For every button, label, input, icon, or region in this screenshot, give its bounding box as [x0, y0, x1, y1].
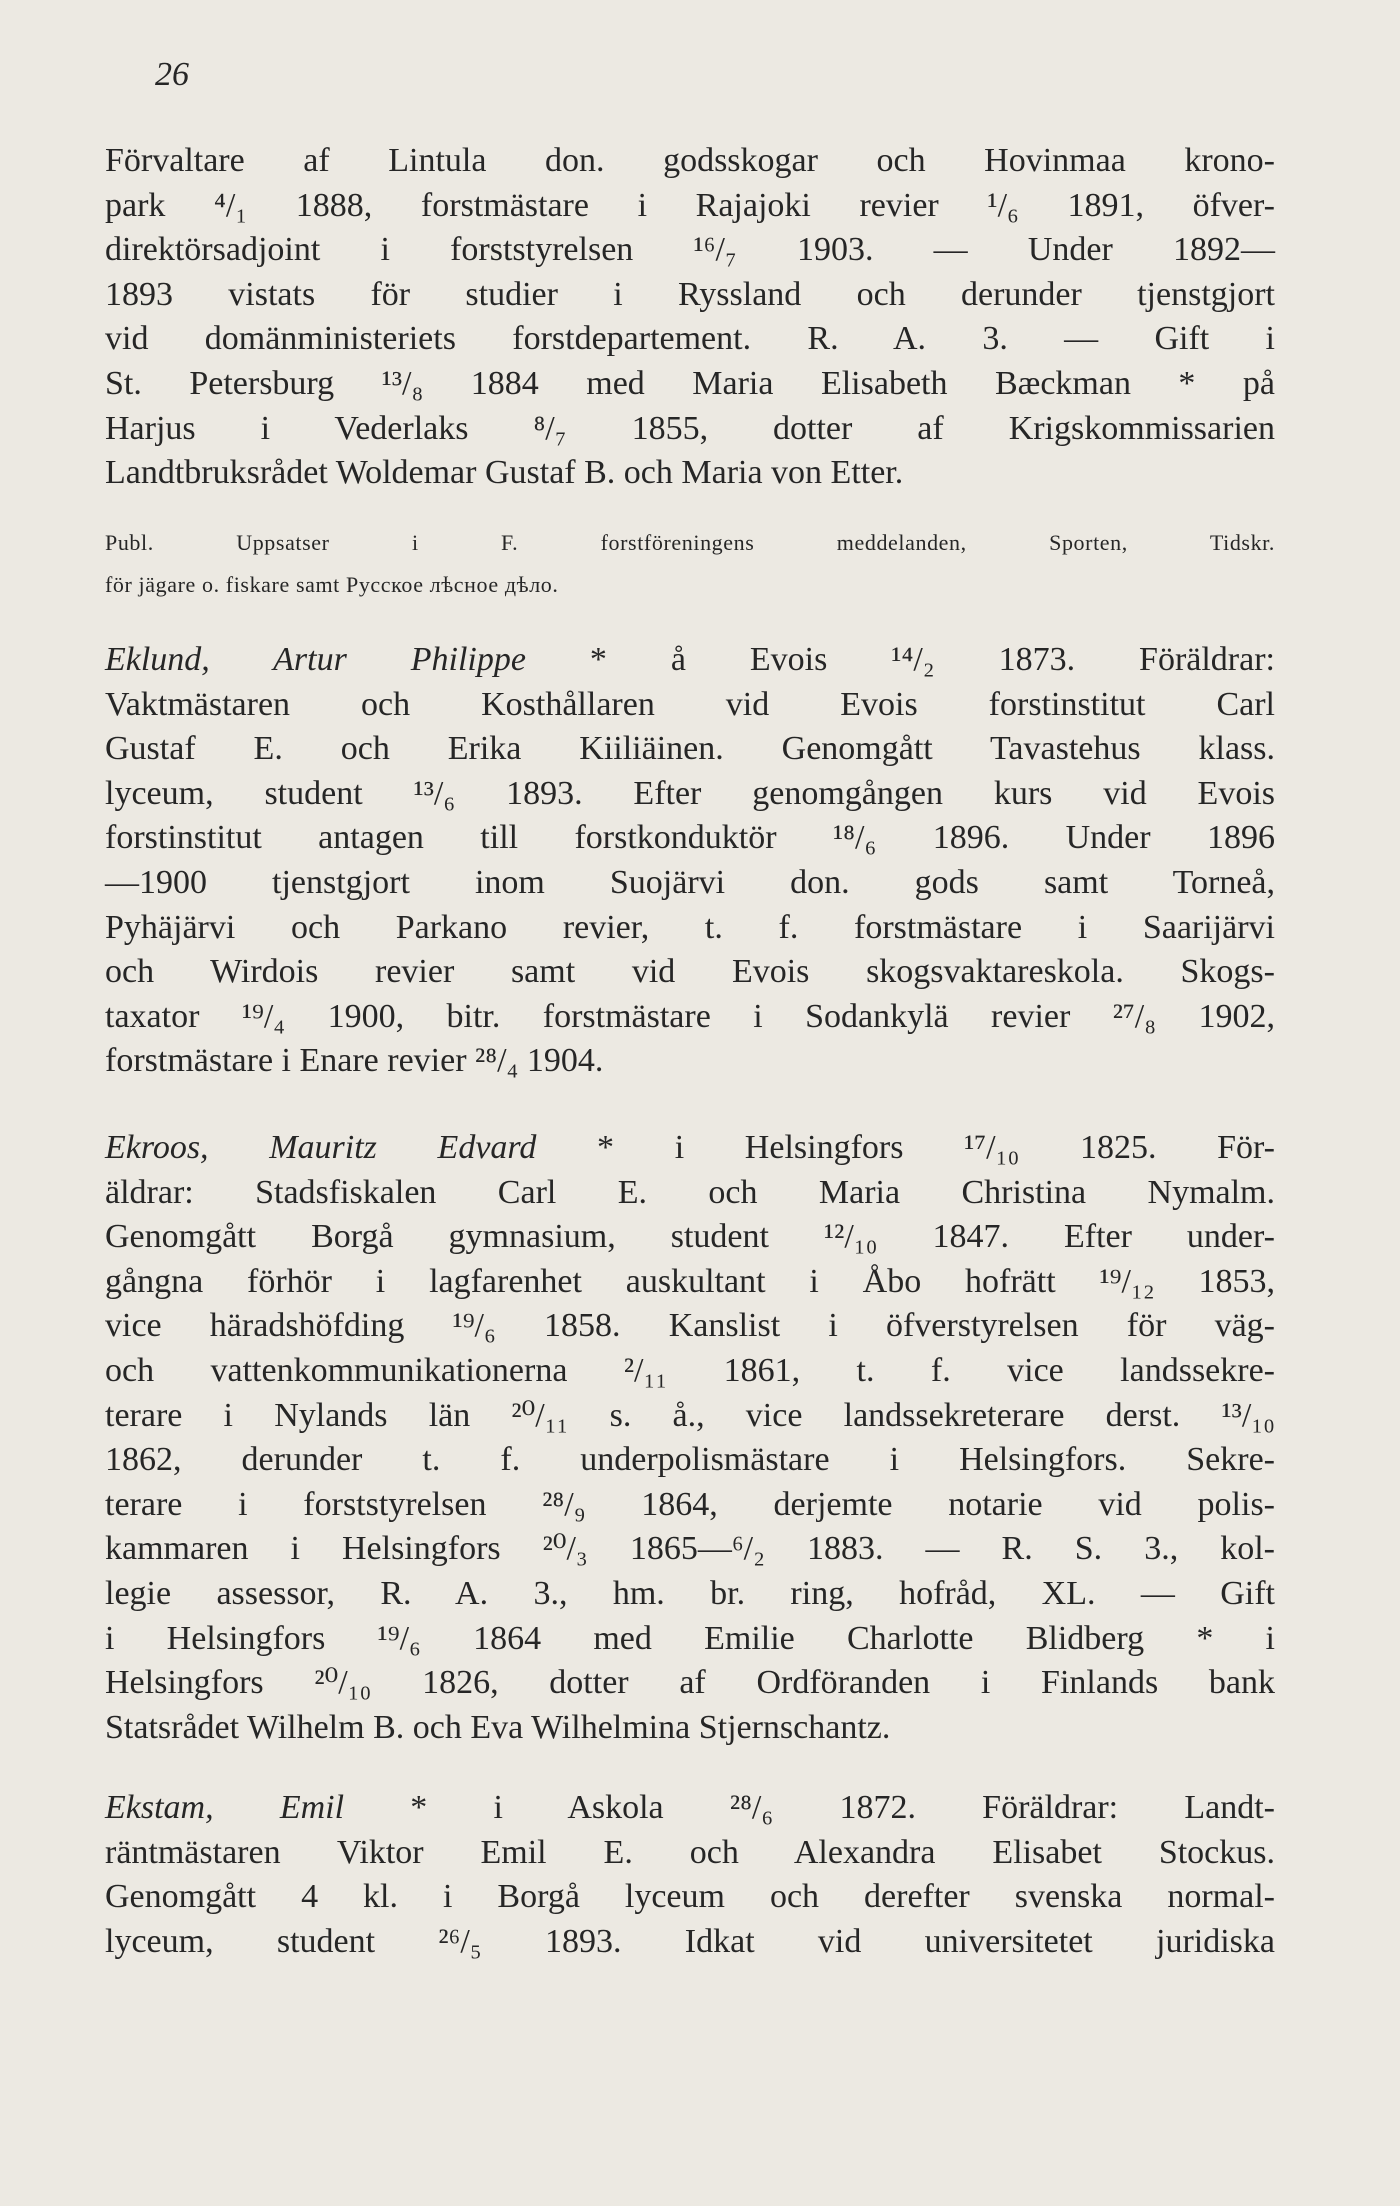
text-line: och vattenkommunikationerna ²/₁₁ 1861, t. f. vice landssekre-	[105, 1351, 1275, 1389]
text-line: terare i Nylands län ²⁰/₁₁ s. å., vice landssekreterare derst. ¹³/₁₀	[105, 1396, 1275, 1434]
text-line	[105, 1126, 1275, 1171]
text-line: Vaktmästaren och Kosthållaren vid Evois forstinstitut Carl	[105, 685, 1275, 723]
text-line: park ⁴/₁ 1888, forstmästare i Rajajoki revier ¹/₆ 1891, öfver-	[105, 186, 1275, 224]
text-line: terare i forststyrelsen ²⁸/₉ 1864, derjemte notarie vid polis-	[105, 1485, 1275, 1523]
entry-continuation	[105, 139, 1275, 496]
text-line: Harjus i Vederlaks ⁸/₇ 1855, dotter af Krigskommissarien	[105, 409, 1275, 447]
page-number: 26	[155, 56, 189, 93]
entry-eklund	[105, 638, 1275, 1084]
text-line: taxator ¹⁹/₄ 1900, bitr. forstmästare i Sodankylä revier ²⁷/₈ 1902,	[105, 997, 1275, 1035]
publications-line: för jägare o. fiskare samt Русское лѣсное дѣло.	[105, 572, 559, 597]
entry-name: Ekstam, Emil	[105, 1789, 345, 1826]
text-line: i Helsingfors ¹⁹/₆ 1864 med Emilie Charlotte Blidberg * i	[105, 1619, 1275, 1657]
text-line: 1893 vistats för studier i Ryssland och derunder tjenstgjort	[105, 275, 1275, 313]
text-line: äldrar: Stadsfiskalen Carl E. och Maria Christina Nymalm.	[105, 1173, 1275, 1211]
text-line	[105, 1786, 1275, 1831]
publications-line: Publ. Uppsatser i F. forstföreningens meddelanden, Sporten, Tidskr.	[105, 530, 1275, 555]
text-line: och Wirdois revier samt vid Evois skogsvaktareskola. Skogs-	[105, 953, 1275, 991]
text-line: vice häradshöfding ¹⁹/₆ 1858. Kanslist i öfverstyrelsen för väg-	[105, 1307, 1275, 1345]
text-line: lyceum, student ²⁶/₅ 1893. Idkat vid universitetet juridiska	[105, 1922, 1275, 1960]
text-line: Gustaf E. och Erika Kiiliäinen. Genomgått Tavastehus klass.	[105, 730, 1275, 768]
text-line: St. Petersburg ¹³/₈ 1884 med Maria Elisabeth Bæckman * på	[105, 364, 1275, 402]
text-line: legie assessor, R. A. 3., hm. br. ring, hofråd, XL. — Gift	[105, 1574, 1275, 1612]
entry-ekstam	[105, 1786, 1275, 1964]
entry-text: * i Helsingfors ¹⁷/₁₀ 1825. För-	[597, 1129, 1275, 1166]
entry-name: Eklund, Artur Philippe	[105, 641, 526, 678]
text-line: vid domänministeriets forstdepartement. R. A. 3. — Gift i	[105, 320, 1275, 358]
text-line: 1862, derunder t. f. underpolismästare i Helsingfors. Sekre-	[105, 1441, 1275, 1479]
text-line: Landtbruksrådet Woldemar Gustaf B. och Maria von Etter.	[105, 454, 904, 492]
text-line: Pyhäjärvi och Parkano revier, t. f. forstmästare i Saarijärvi	[105, 908, 1275, 946]
text-line: gångna förhör i lagfarenhet auskultant i Åbo hofrätt ¹⁹/₁₂ 1853,	[105, 1262, 1275, 1300]
text-line: Genomgått Borgå gymnasium, student ¹²/₁₀ 1847. Efter under-	[105, 1218, 1275, 1256]
entry-text: * å Evois ¹⁴/₂ 1873. Föräldrar:	[589, 641, 1275, 678]
text-line: Förvaltare af Lintula don. godsskogar och Hovinmaa krono-	[105, 142, 1275, 179]
text-line: lyceum, student ¹³/₆ 1893. Efter genomgången kurs vid Evois	[105, 774, 1275, 812]
publications-note	[105, 522, 1275, 606]
text-line: Helsingfors ²⁰/₁₀ 1826, dotter af Ordföranden i Finlands bank	[105, 1664, 1275, 1702]
entry-ekroos	[105, 1126, 1275, 1750]
text-line: Statsrådet Wilhelm B. och Eva Wilhelmina Stjernschantz.	[105, 1708, 891, 1746]
entry-name: Ekroos, Mauritz Edvard	[105, 1129, 537, 1166]
entry-text: * i Askola ²⁸/₆ 1872. Föräldrar: Landt-	[410, 1789, 1275, 1826]
text-line: —1900 tjenstgjort inom Suojärvi don. gods samt Torneå,	[105, 863, 1275, 901]
text-line: Genomgått 4 kl. i Borgå lyceum och derefter svenska normal-	[105, 1878, 1275, 1916]
text-line: kammaren i Helsingfors ²⁰/₃ 1865—⁶/₂ 1883. — R. S. 3., kol-	[105, 1530, 1275, 1568]
text-line: direktörsadjoint i forststyrelsen ¹⁶/₇ 1903. — Under 1892—	[105, 231, 1275, 269]
text-line	[105, 638, 1275, 683]
text-line: forstinstitut antagen till forstkonduktör ¹⁸/₆ 1896. Under 1896	[105, 819, 1275, 857]
text-line: forstmästare i Enare revier ²⁸/₄ 1904.	[105, 1042, 604, 1080]
text-line: räntmästaren Viktor Emil E. och Alexandra Elisabet Stockus.	[105, 1833, 1275, 1871]
